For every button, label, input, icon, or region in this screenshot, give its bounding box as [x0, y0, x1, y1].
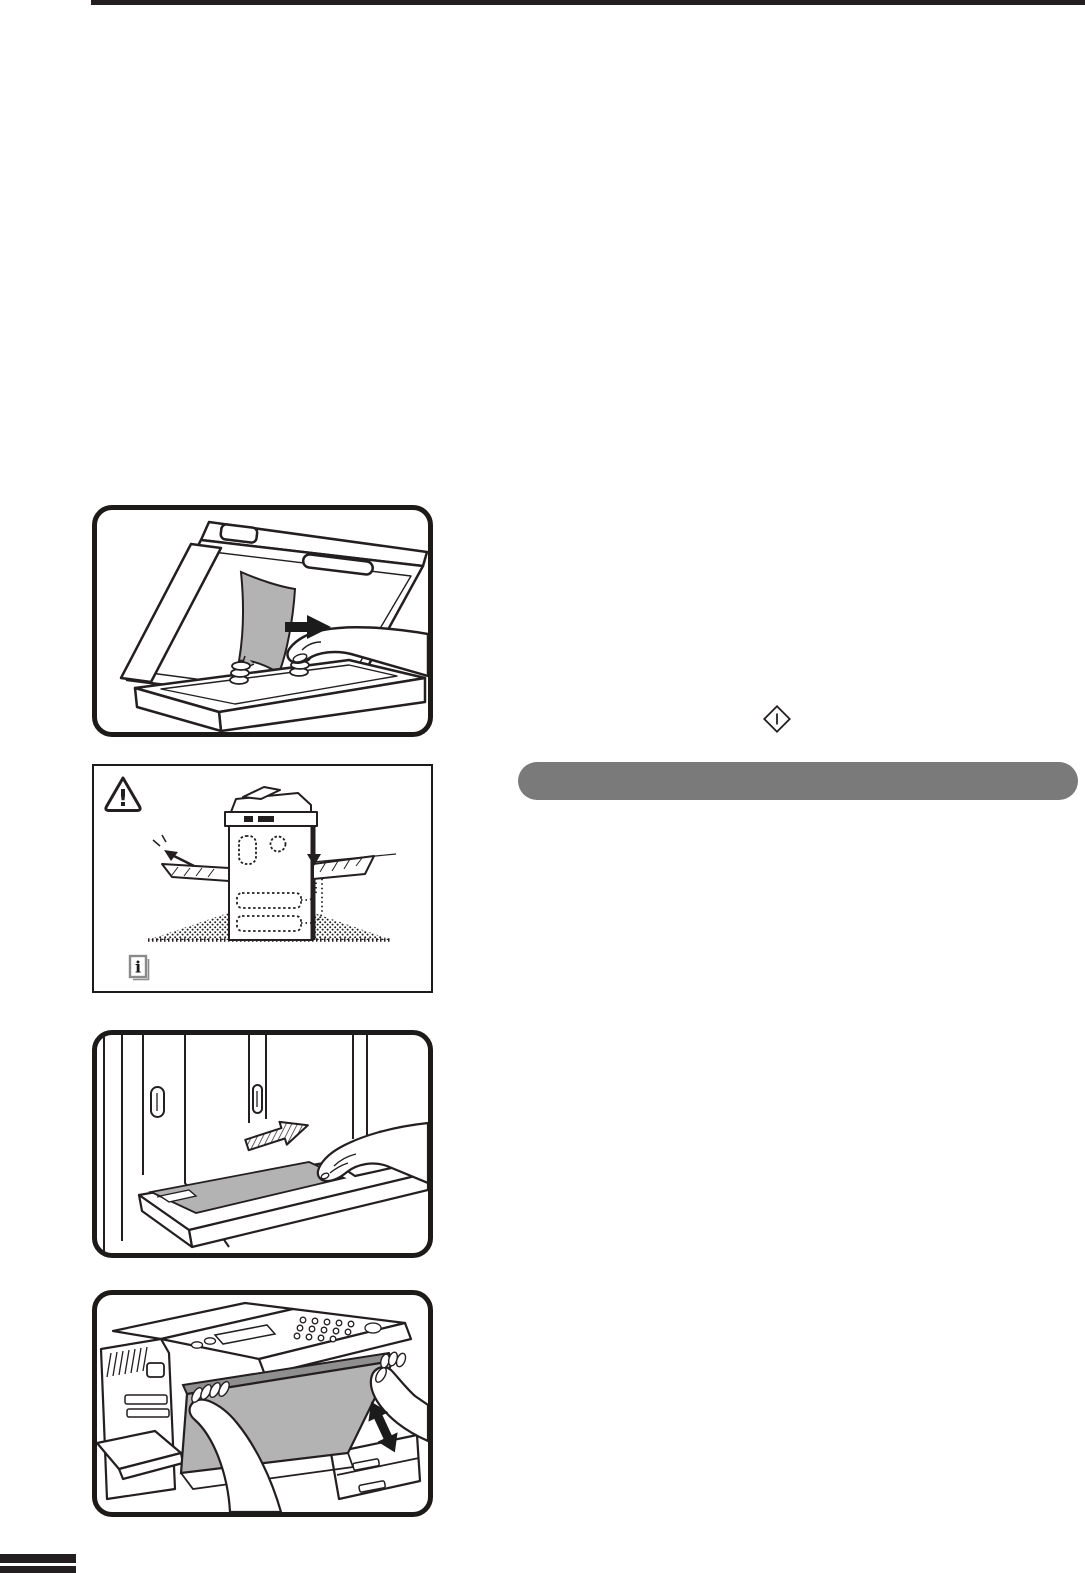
arrow-out-icon [164, 850, 178, 861]
illustration-caution-paper-path [94, 766, 431, 991]
start-key-icon [762, 704, 792, 734]
page-top-rule [91, 0, 1085, 5]
illustration-remove-paper-bypass-tray [97, 1035, 428, 1253]
arrow-striped-icon [243, 1114, 311, 1157]
section-heading-bar [518, 762, 1078, 800]
svg-text:i: i [134, 957, 142, 977]
page-edge-tab [0, 1566, 76, 1573]
figure-caution-paper-path [92, 764, 433, 993]
info-icon [130, 956, 149, 980]
warning-triangle-icon [106, 778, 140, 812]
figure-remove-jammed-original [92, 505, 433, 737]
page-edge-tab [0, 1554, 76, 1563]
figure-open-front-cover [92, 1290, 433, 1517]
svg-text:!: ! [117, 786, 129, 812]
figure-remove-paper-bypass-tray [92, 1030, 433, 1258]
illustration-remove-jammed-original [97, 510, 428, 732]
illustration-open-front-cover [97, 1295, 428, 1512]
